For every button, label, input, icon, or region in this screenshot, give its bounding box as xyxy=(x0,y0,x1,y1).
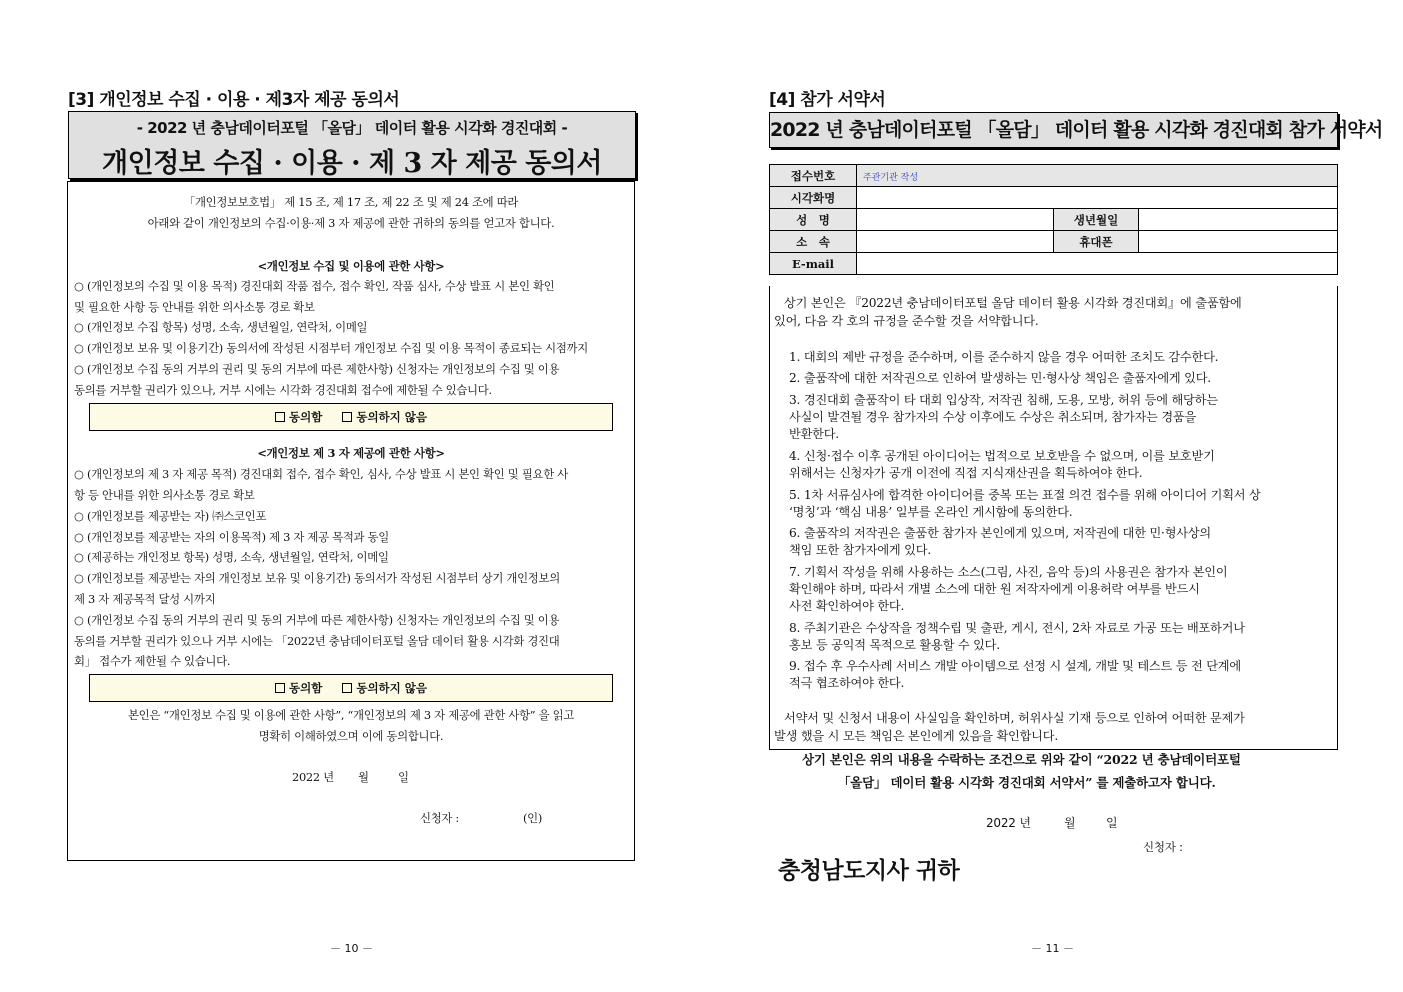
page-number-right: － 11 － xyxy=(1031,942,1074,955)
submit-text-line: 상기 본인은 위의 내용을 수락하는 조건으로 위와 같이 “2022 년 충남데이터포털 xyxy=(802,752,1241,767)
receipt-no-note: 주관기관 작성 xyxy=(863,172,919,183)
pledge-intro-line: 있어, 다음 각 호의 규정을 준수할 것을 서약합니다. xyxy=(774,314,1039,328)
addressee: 충청남도지사 귀하 xyxy=(778,857,960,884)
third-party-item: ○ (제공하는 개인정보 항목) 성명, 소속, 생년월일, 연락처, 이메일 xyxy=(74,550,389,564)
intro-line-2: 아래와 같이 개인정보의 수집·이용·제 3 자 제공에 관한 귀하의 동의를 얻고자 합니다. xyxy=(147,216,555,230)
collection-item: 동의를 거부할 권리가 있으나, 거부 시에는 시각화 경진대회 접수에 제한될 수 있습니다. xyxy=(74,383,492,397)
checkbox-icon[interactable] xyxy=(342,412,352,422)
closing-line-2: 명확히 이해하였으며 이에 동의합니다. xyxy=(258,729,444,743)
consent-title-sub: - 2022 년 충남데이터포털 「올담」 데이터 활용 시각화 경진대회 - xyxy=(136,119,568,137)
consent-form-box xyxy=(67,181,635,861)
page-number-left: － 10 － xyxy=(330,942,373,955)
checkbox-icon[interactable] xyxy=(275,412,285,422)
rule-item: 위해서는 신청자가 공개 이전에 직접 지식재산권을 획득하여야 한다. xyxy=(789,466,1143,480)
checkbox-icon[interactable] xyxy=(275,683,285,693)
intro-line-1: 「개인정보보호법」 제 15 조, 제 17 조, 제 22 조 및 제 24 조에 따라 xyxy=(183,195,519,209)
rule-item: 홍보 등 공익적 목적으로 활용할 수 있다. xyxy=(789,638,1000,652)
rule-item: ‘명칭’과 ‘핵심 내용’ 일부를 온라인 게시함에 동의한다. xyxy=(789,505,1073,519)
date-year: 2022 년 xyxy=(292,770,334,784)
disagree-label: 동의하지 않음 xyxy=(356,410,428,424)
third-party-item: 회」 접수가 제한될 수 있습니다. xyxy=(74,654,231,668)
agree-label: 동의함 xyxy=(288,410,323,424)
section-heading-pledge: [4] 참가 서약서 xyxy=(769,90,886,110)
pledge-title: 2022 년 충남데이터포털 「올담」 데이터 활용 시각화 경진대회 참가 서약서 xyxy=(769,112,1338,148)
applicant-label: 신청자 : xyxy=(1143,840,1183,854)
affiliation-label: 소 속 xyxy=(770,231,857,253)
third-party-item: 동의를 거부할 권리가 있으나 거부 시에는 「2022년 충남데이터포털 올담 데이터 활용 시각화 경진대 xyxy=(74,634,560,648)
disagree-label: 동의하지 않음 xyxy=(356,681,428,695)
name-field[interactable] xyxy=(857,209,1054,231)
third-party-item: ○ (개인정보의 제 3 자 제공 목적) 경진대회 접수, 접수 확인, 심사, 수상 발표 시 본인 확인 및 필요한 사 xyxy=(74,467,568,481)
rule-item: 4. 신청·접수 이후 공개된 아이디어는 법적으로 보호받을 수 없으며, 이를 보호받기 xyxy=(789,449,1215,463)
disagree-option-third-party[interactable] xyxy=(342,681,427,695)
affiliation-field[interactable] xyxy=(857,231,1054,253)
rule-item: 5. 1차 서류심사에 합격한 아이디어를 중복 또는 표절 의견 접수를 위해 아이디어 기획서 상 xyxy=(789,488,1261,502)
third-party-item: ○ (개인정보 수집 동의 거부의 권리 및 동의 거부에 따른 제한사항) 신청자는 개인정보의 수집 및 이용 xyxy=(74,613,560,627)
third-party-item: ○ (개인정보를 제공받는 자의 개인정보 보유 및 이용기간) 동의서가 작성된 시점부터 상기 개인정보의 xyxy=(74,571,560,585)
name-label: 성 명 xyxy=(770,209,857,231)
receipt-no-field xyxy=(857,165,1338,187)
date-month: 월 xyxy=(358,770,369,784)
heading-third-party: <개인정보 제 3 자 제공에 관한 사항> xyxy=(257,446,445,460)
rule-item: 책임 또한 참가자에게 있다. xyxy=(789,543,932,557)
third-party-item: 제 3 자 제공목적 달성 시까지 xyxy=(74,592,216,606)
phone-label: 휴대폰 xyxy=(1054,231,1139,253)
work-title-field[interactable] xyxy=(857,187,1338,209)
date-day: 일 xyxy=(398,770,409,784)
submit-text-line: 「올담」 데이터 활용 시각화 경진대회 서약서” 를 제출하고자 합니다. xyxy=(838,775,1216,790)
birth-field[interactable] xyxy=(1139,209,1338,231)
rule-item: 1. 대회의 제반 규정을 준수하며, 이를 준수하지 않을 경우 어떠한 조치도 감수한다. xyxy=(789,350,1219,364)
rule-item: 8. 주최기관은 수상작을 정책수립 및 출판, 게시, 전시, 2차 자료로 가공 또는 배포하거나 xyxy=(789,621,1245,635)
birth-label: 생년월일 xyxy=(1054,209,1139,231)
agree-option-collection[interactable] xyxy=(275,410,322,424)
disagree-option-collection[interactable] xyxy=(342,410,427,424)
receipt-no-label: 접수번호 xyxy=(770,165,857,187)
consent-title-main: 개인정보 수집 · 이용 · 제 3 자 제공 동의서 xyxy=(102,148,602,179)
rule-item: 확인해야 하며, 따라서 개별 소스에 대한 원 저작자에게 이용허락 여부를 반드시 xyxy=(789,582,1200,596)
pledge-text-box xyxy=(769,286,1338,750)
applicant-label: 신청자 : xyxy=(420,811,459,825)
applicant-info-table xyxy=(769,164,1338,275)
rule-item: 사전 확인하여야 한다. xyxy=(789,599,905,613)
seal-mark: (인) xyxy=(523,811,542,825)
rule-item: 적극 협조하여야 한다. xyxy=(789,676,905,690)
rule-item: 6. 출품작의 저작권은 출품한 참가자 본인에게 있으며, 저작권에 대한 민·형사상의 xyxy=(789,526,1211,540)
pledge-intro-line: 상기 본인은 『2022년 충남데이터포털 올담 데이터 활용 시각화 경진대회』에 출품함에 xyxy=(784,296,1242,310)
collection-item: 및 필요한 사항 등 안내를 위한 의사소통 경로 확보 xyxy=(74,300,315,314)
rule-item: 사실이 발견될 경우 참가자의 수상 이후에도 수상은 취소되며, 참가자는 경품을 xyxy=(789,410,1197,424)
rule-item: 반환한다. xyxy=(789,427,839,441)
consent-title-box xyxy=(68,111,636,179)
checkbox-icon[interactable] xyxy=(342,683,352,693)
closing-line-1: 본인은 “개인정보 수집 및 이용에 관한 사항”, “개인정보의 제 3 자 제공에 관한 사항” 을 읽고 xyxy=(127,708,575,722)
rule-item: 2. 출품작에 대한 저작권으로 인하여 발생하는 민·형사상 책임은 출품자에게 있다. xyxy=(789,371,1211,385)
third-party-item: ○ (개인정보를 제공받는 자) ㈜스코인포 xyxy=(74,509,267,523)
date-month: 월 xyxy=(1064,816,1076,830)
rule-item: 3. 경진대회 출품작이 타 대회 입상작, 저작권 침해, 도용, 모방, 허위 등에 해당하는 xyxy=(789,393,1218,407)
rule-item: 9. 접수 후 우수사례 서비스 개발 아이템으로 선정 시 설계, 개발 및 테스트 등 전 단계에 xyxy=(789,659,1241,673)
date-day: 일 xyxy=(1106,816,1118,830)
third-party-item: ○ (개인정보를 제공받는 자의 이용목적) 제 3 자 제공 목적과 동일 xyxy=(74,530,389,544)
phone-field[interactable] xyxy=(1139,231,1338,253)
pledge-closing-line: 서약서 및 신청서 내용이 사실임을 확인하며, 허위사실 기재 등으로 인하여 어떠한 문제가 xyxy=(784,711,1245,725)
email-label: E-mail xyxy=(770,253,857,275)
rule-item: 7. 기획서 작성을 위해 사용하는 소스(그림, 사진, 음악 등)의 사용권은 참가자 본인이 xyxy=(789,565,1228,579)
agree-label: 동의함 xyxy=(288,681,323,695)
agree-box-third-party xyxy=(89,674,613,702)
date-year: 2022 년 xyxy=(986,816,1031,830)
work-title-label: 시각화명 xyxy=(770,187,857,209)
collection-item: ○ (개인정보의 수집 및 이용 목적) 경진대회 작품 접수, 접수 확인, 작품 심사, 수상 발표 시 본인 확인 xyxy=(74,279,555,293)
agree-box-collection xyxy=(89,403,613,431)
third-party-item: 항 등 안내를 위한 의사소통 경로 확보 xyxy=(74,488,255,502)
collection-item: ○ (개인정보 수집 동의 거부의 권리 및 동의 거부에 따른 제한사항) 신청자는 개인정보의 수집 및 이용 xyxy=(74,362,560,376)
collection-item: ○ (개인정보 보유 및 이용기간) 동의서에 작성된 시점부터 개인정보 수집 및 이용 목적이 종료되는 시점까지 xyxy=(74,341,588,355)
section-heading-consent: [3] 개인정보 수집 · 이용 · 제3자 제공 동의서 xyxy=(68,90,400,110)
heading-collection: <개인정보 수집 및 이용에 관한 사항> xyxy=(257,259,445,273)
agree-option-third-party[interactable] xyxy=(275,681,322,695)
pledge-closing-line: 발생 했을 시 모든 책임은 본인에게 있음을 확인합니다. xyxy=(774,729,1059,743)
email-field[interactable] xyxy=(857,253,1338,275)
collection-item: ○ (개인정보 수집 항목) 성명, 소속, 생년월일, 연락처, 이메일 xyxy=(74,320,368,334)
